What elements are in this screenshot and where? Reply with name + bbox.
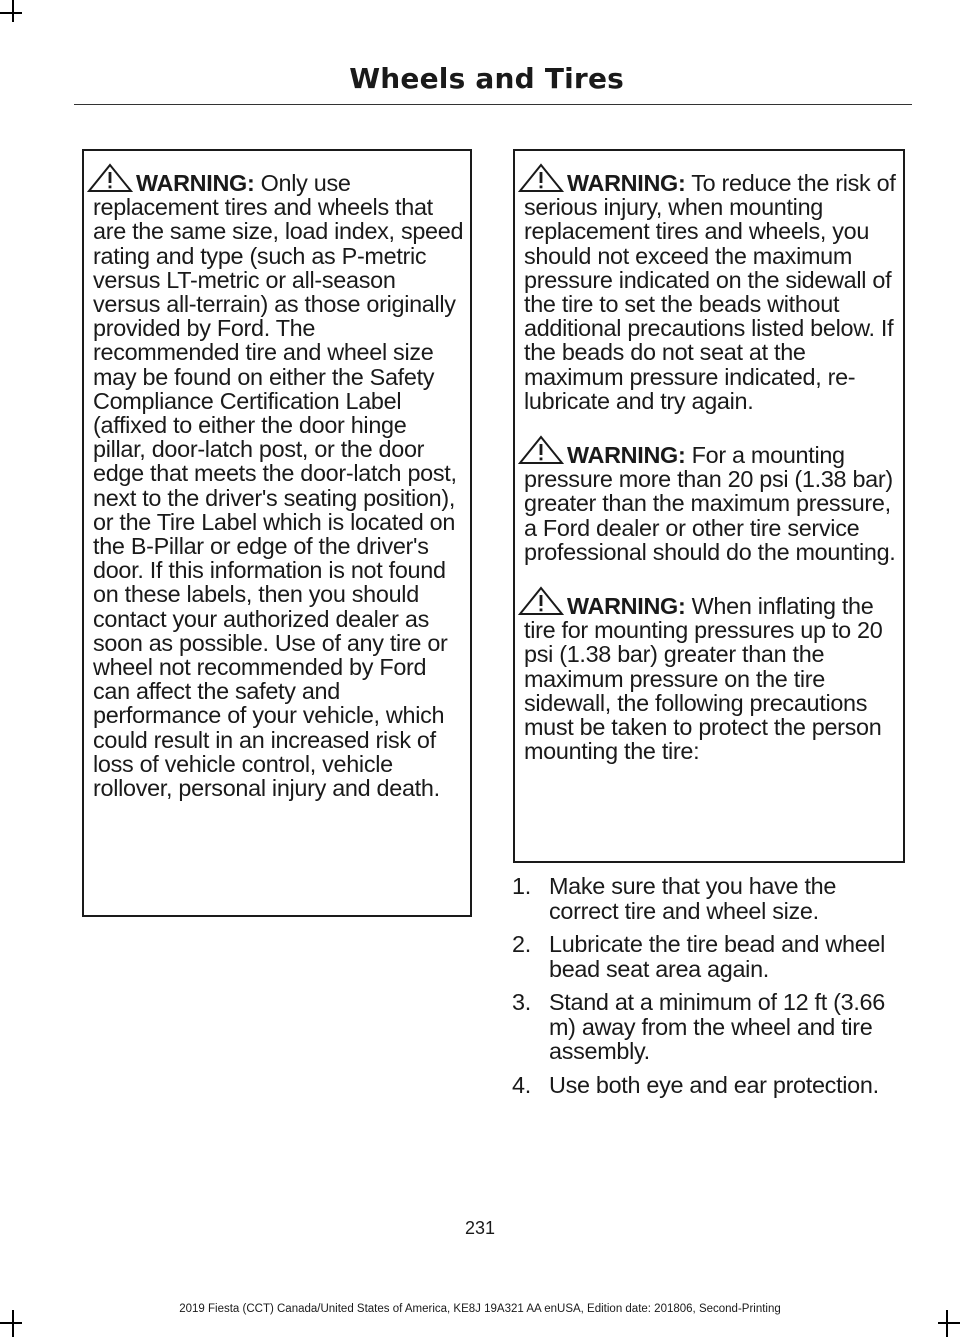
crop-mark <box>938 1322 960 1324</box>
crop-mark <box>12 0 14 22</box>
warning-box-right <box>513 149 905 863</box>
warning-paragraph <box>93 163 464 800</box>
warning-triangle-icon <box>518 435 564 465</box>
crop-mark <box>0 1322 22 1324</box>
page-number: 231 <box>464 1218 496 1238</box>
list-item <box>510 932 910 981</box>
warning-box-left <box>82 149 472 917</box>
warning-triangle-icon <box>518 586 564 616</box>
warning-paragraph <box>524 435 897 564</box>
step-text: Use both eye and ear protection. <box>549 1071 879 1098</box>
list-item <box>510 990 910 1064</box>
step-number: 3. <box>512 989 531 1015</box>
warning-triangle-icon <box>87 163 133 193</box>
list-item <box>510 1073 910 1098</box>
warning-paragraph <box>524 163 897 413</box>
warning-label: WARNING: <box>567 593 686 620</box>
edition-footer: 2019 Fiesta (CCT) Canada/United States of America, KE8J 19A321 AA enUSA, Edition date: 201806, Second-Printing <box>179 1303 781 1315</box>
page-title: Wheels and Tires <box>349 62 624 95</box>
warning-triangle-icon <box>518 163 564 193</box>
warning-paragraph <box>524 586 897 763</box>
step-text: Make sure that you have the correct tire and wheel size. <box>549 873 837 924</box>
step-text: Lubricate the tire bead and wheel bead seat area again. <box>549 931 886 982</box>
list-item <box>510 874 910 923</box>
step-number: 4. <box>512 1071 531 1098</box>
warning-label: WARNING: <box>136 170 255 196</box>
warning-text: For a mounting pressure more than 20 psi (1.38 bar) greater than the maximum pressure, a Ford dealer or other tire service professional should do the mounting. <box>524 442 896 565</box>
crop-mark <box>0 12 22 14</box>
title-divider <box>74 104 912 105</box>
step-number: 2. <box>512 931 531 957</box>
precaution-steps-list <box>510 874 910 1106</box>
warning-label: WARNING: <box>567 442 686 469</box>
step-number: 1. <box>512 873 531 899</box>
warning-text: When inflating the tire for mounting pressures up to 20 psi (1.38 bar) greater than the maximum pressure on the tire sidewall, the following precautions must be taken to protect the person mounting the tire: <box>524 593 883 765</box>
warning-text: Only use replacement tires and wheels that are the same size, load index, speed rating and type (such as P-metric versus LT-metric or all-season versus all-terrain) as those originally provided by Ford. The recommended tire and wheel size may be found on either the Safety Compliance Certification Label (affixed to either the door hinge pillar, door-latch post, or the door edge that meets the door-latch post, next to the driver's seating position), or the Tire Label which is located on the B-Pillar or edge of the driver's door. If this information is not found on these labels, then you should contact your authorized dealer as soon as possible. Use of any tire or wheel not recommended by Ford can affect the safety and performance of your vehicle, which could result in an increased risk of loss of vehicle control, vehicle rollover, personal injury and death. <box>93 170 464 802</box>
warning-label: WARNING: <box>567 170 686 196</box>
step-text: Stand at a minimum of 12 ft (3.66 m) away from the wheel and tire assembly. <box>549 989 885 1064</box>
warning-text: To reduce the risk of serious injury, when mounting replacement tires and wheels, you should not exceed the maximum pressure indicated on the sidewall of the tire to set the beads without additional precautions listed below. If the beads do not seat at the maximum pressure indicated, re-lubricate and try again. <box>524 170 896 414</box>
